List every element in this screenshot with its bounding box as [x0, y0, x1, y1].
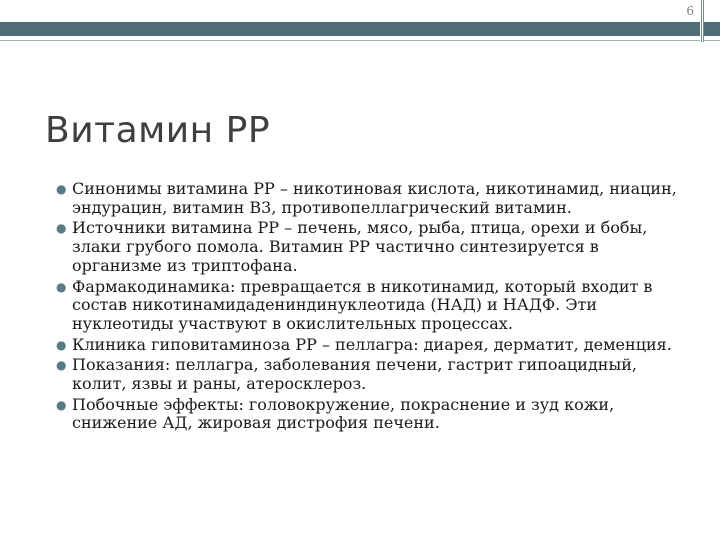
bullet-item: [52, 336, 682, 355]
bullet-dot-icon: ●: [56, 397, 67, 412]
bullet-text: Фармакодинамика: превращается в никотинамид, который входит в состав никотинамидадениндинуклеотида (НАД) и НАДФ. Эти нуклеотиды участвуют в окислительных процессах.: [72, 276, 653, 333]
bullet-item: [52, 180, 682, 217]
bullet-list: [52, 180, 682, 435]
bullet-item: [52, 278, 682, 334]
bullet-dot-icon: ●: [56, 358, 67, 373]
bullet-item: [52, 219, 682, 275]
bullet-dot-icon: ●: [56, 279, 67, 294]
bullet-text: Клиника гиповитаминоза PP – пеллагра: диарея, дерматит, деменция.: [72, 334, 672, 354]
bullet-text: Синонимы витамина PP – никотиновая кислота, никотинамид, ниацин, эндурацин, витамин B3, противопеллагрический витамин.: [72, 179, 677, 217]
bullet-text: Побочные эффекты: головокружение, покраснение и зуд кожи, снижение АД, жировая дистрофия печени.: [72, 394, 615, 433]
bullet-item: [52, 396, 682, 433]
bullet-dot-icon: ●: [56, 182, 67, 196]
vertical-rule: [701, 0, 702, 42]
bullet-dot-icon: ●: [56, 337, 67, 352]
bullet-item: [52, 356, 682, 393]
vertical-rule: [703, 0, 704, 42]
header-band-right: [704, 22, 720, 36]
header-divider-line-right: [704, 40, 720, 41]
bullet-text: Источники витамина PP – печень, мясо, рыба, птица, орехи и бобы, злаки грубого помола. Витамин PP частично синтезируется в организме из триптофана.: [72, 218, 648, 275]
bullet-text: Показания: пеллагра, заболевания печени, гастрит гипоацидный, колит, язвы и раны, атеросклероз.: [72, 355, 637, 394]
slide-title: Витамин PP: [45, 110, 271, 151]
header-divider-line: [0, 40, 700, 41]
bullet-dot-icon: ●: [56, 221, 67, 236]
page-number: 6: [686, 4, 694, 18]
header-band: [0, 22, 700, 36]
